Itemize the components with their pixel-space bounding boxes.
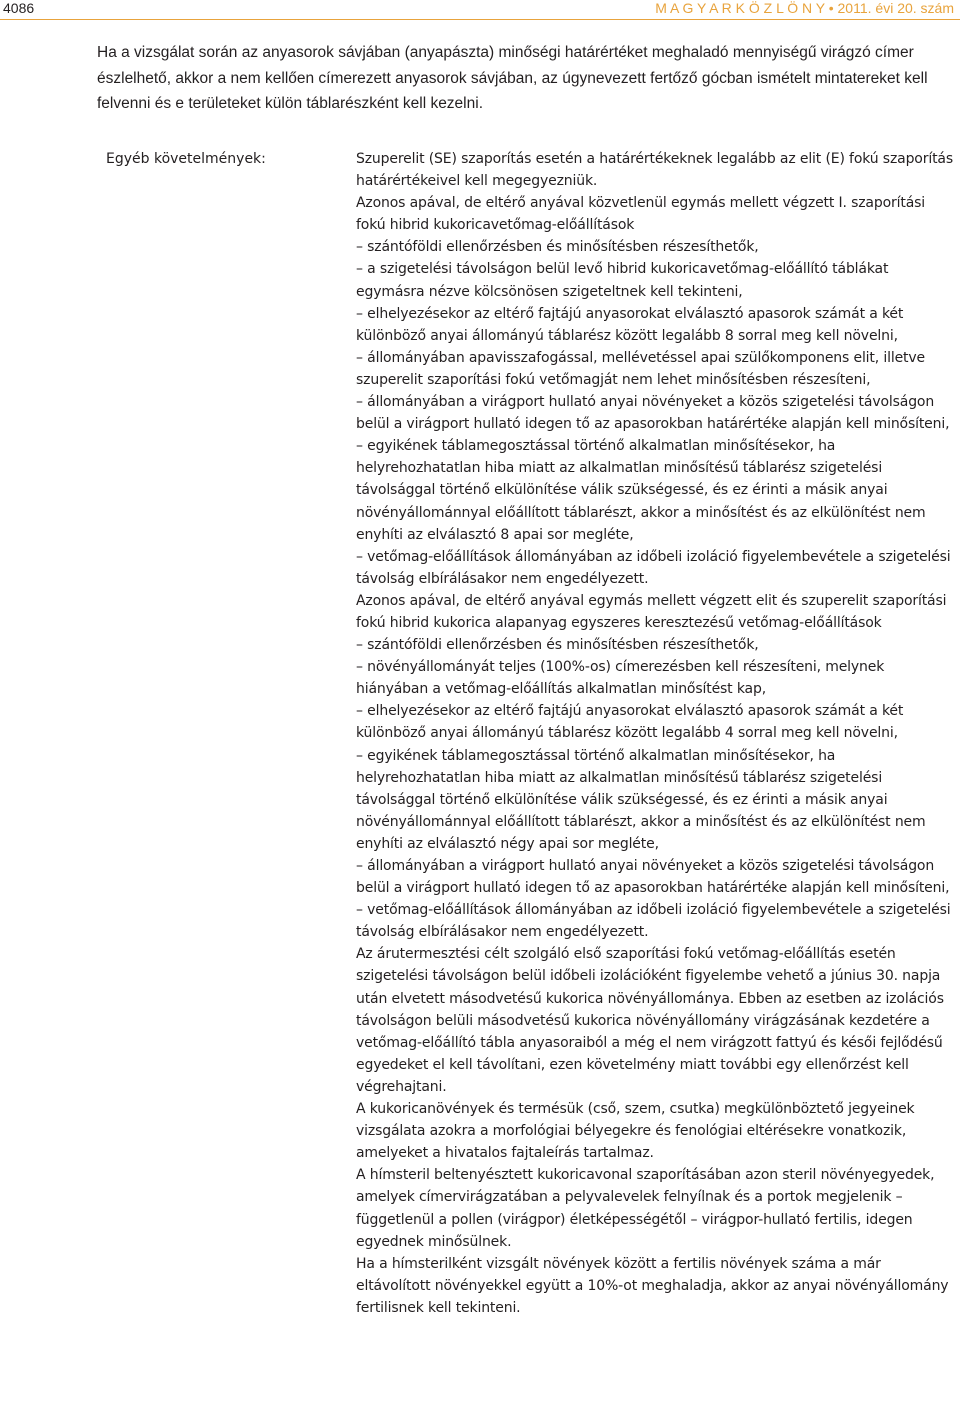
journal-title: M A G Y A R K Ö Z L Ö N Y • 2011. évi 20. szám [655,0,954,16]
section-label: Egyéb követelmények: [106,151,266,167]
intro-text: Ha a vizsgálat során az anyasorok sávjában (anyapászta) minőségi határértéket meghaladó mennyiségű virágzó címer észlelhető, akkor a nem kellően címerezett anyasorok sávjában, az úgynevezett fertőző gócban ismételt mintatereket kell felvenni és e területeket külön táblarészként kell kezelni. [97,44,928,112]
paragraph: A kukoricanövények és termésük (cső, szem, csutka) megkülönböztető jegyeinek vizsgálata azokra a morfológiai bélyegekre és fenológiai eltérésekre vonatkozik, amelyeket a hivatalos fajtaleírás tartalmaz. [356,1101,915,1162]
paragraph: A hímsteril beltenyésztett kukoricavonal szaporításában azon steril növényegyedek, amelyek címervirágzatában a pelyvalevelek felnyílnak és a portok megjelenik – függetlenül a pollen (virágpor) életképességétől – virágpor-hullató fertilis, idegen egyednek minősülnek. [356,1167,935,1250]
list-item: – elhelyezésekor az eltérő fajtájú anyasorokat elválasztó apasorok számát a két különböző anyai állományú táblarész között legalább 4 sorral meg kell növelni, [356,703,904,742]
list-item: – a szigetelési távolságon belül levő hibrid kukoricavetőmag-előállító táblákat egymásra nézve kölcsönösen szigeteltnek kell tekinteni, [356,261,889,300]
list-item: – vetőmag-előállítások állományában az időbeli izoláció figyelembevétele a szigetelési távolság elbírálásakor nem engedélyezett. [356,902,951,941]
requirements-body [356,148,954,1319]
paragraph: Szuperelit (SE) szaporítás esetén a határértékeknek legalább az elit (E) fokú szaporítás határértékeivel kell megegyezniük. [356,151,953,190]
list-item: – elhelyezésekor az eltérő fajtájú anyasorokat elválasztó apasorok számát a két különböző anyai állományú táblarész között legalább 8 sorral meg kell növelni, [356,305,904,344]
list-item: – állományában a virágport hullató anyai növényeket a közös szigetelési távolságon belül a virágport hullató idegen tő az apasorokban határértéke alapján kell minősíteni, [356,858,950,897]
page-number: 4086 [3,0,35,16]
paragraph: Azonos apával, de eltérő anyával egymás mellett végzett elit és szuperelit szaporítási fokú hibrid kukorica alapanyag egyszeres keresztezésű vetőmag-előállítások [356,592,947,631]
list-item: – egyikének táblamegosztással történő alkalmatlan minősítésekor, ha helyrehozhatatlan hiba miatt az alkalmatlan minősítésű táblarész szigetelési távolsággal történő elkülönítése válik szükségessé, és ez érinti a másik anyai növényállománnyal előállított táblarészt, akkor a minősítést és az elkülönítést nem enyhíti az elválasztó négy apai sor megléte, [356,747,926,852]
paragraph: Az árutermesztési célt szolgáló első szaporítási fokú vetőmag-előállítás esetén szigetelési távolságon belül időbeli izolációként figyelembe vehető a június 30. napja után elvetett másodvetésű kukorica növényállománya. Ebben az esetben az izolációs távolságon belüli másodvetésű kukorica növényállomány virágzásának kezdetére a vetőmag-előállító tábla anyasoraiból a még el nem virágzott fattyú és késői fejlődésű egyedeket el kell távolítani, ezen követelmény miatt további egy ellenőrzést kell végrehajtani. [356,946,944,1095]
intro-paragraph [97,40,957,117]
list-item: – egyikének táblamegosztással történő alkalmatlan minősítésekor, ha helyrehozhatatlan hiba miatt az alkalmatlan minősítésű táblarész szigetelési távolsággal történő elkülönítése válik szükségessé, és ez érinti a másik anyai növényállománnyal előállított táblarészt, akkor a minősítést és az elkülönítést nem enyhíti az elválasztó 8 apai sor megléte, [356,438,926,543]
list-item: – állományában apavisszafogással, mellévetéssel apai szülőkomponens elit, illetve szuperelit szaporítási fokú vetőmagját nem lehet minősítésben részesíteni, [356,349,925,388]
page-header [0,0,960,22]
list-item: – növényállományát teljes (100%-os) címerezésben kell részesíteni, melynek hiányában a vetőmag-előállítás alkalmatlan minősítést kap, [356,659,885,698]
list-item: – állományában a virágport hullató anyai növényeket a közös szigetelési távolságon belül a virágport hullató idegen tő az apasorokban határértéke alapján kell minősíteni, [356,394,950,433]
list-item: – vetőmag-előállítások állományában az időbeli izoláció figyelembevétele a szigetelési távolság elbírálásakor nem engedélyezett. [356,548,951,587]
list-item: – szántóföldi ellenőrzésben és minősítésben részesíthetők, [356,637,759,654]
list-item: – szántóföldi ellenőrzésben és minősítésben részesíthetők, [356,239,759,256]
paragraph: Azonos apával, de eltérő anyával közvetlenül egymás mellett végzett I. szaporítási fokú hibrid kukoricavetőmag-előállítások [356,195,926,234]
paragraph: Ha a hímsterilként vizsgált növények között a fertilis növények száma a már eltávolított növényekkel együtt a 10%-ot meghaladja, akkor az anyai növényállomány fertilisnek kell tekinteni. [356,1255,949,1316]
header-rule [0,19,960,20]
